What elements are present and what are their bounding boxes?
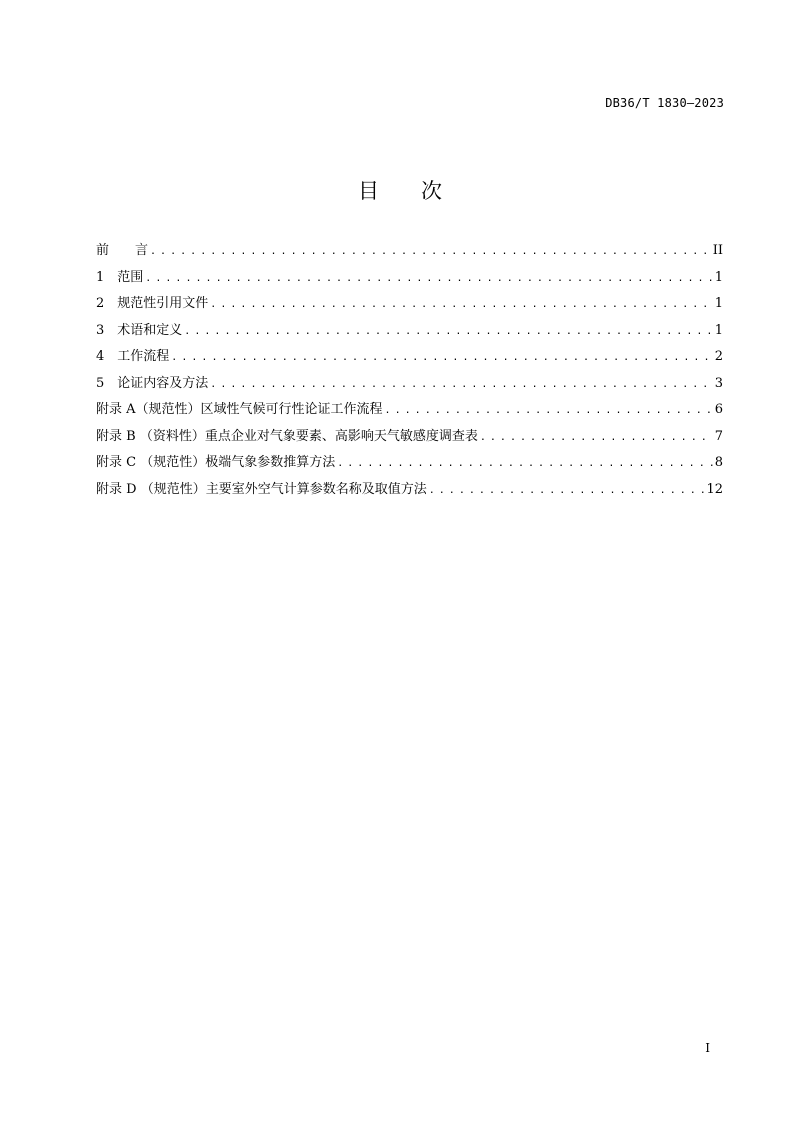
toc-entry-label: 5 论证内容及方法 — [96, 375, 209, 391]
toc-entry-page: 2 — [714, 349, 723, 364]
toc-entry-label: 附录 A（规范性）区域性气候可行性论证工作流程 — [96, 402, 383, 417]
toc-leader-dots — [337, 458, 713, 469]
toc-leader-dots — [385, 405, 713, 416]
toc-entry-label: 附录 B （资料性）重点企业对气象要素、高影响天气敏感度调查表 — [96, 428, 478, 444]
toc-entry-page: 8 — [714, 455, 723, 470]
toc-title — [0, 175, 800, 205]
toc-entry-scope[interactable] — [96, 266, 723, 293]
toc-entry-page: 12 — [706, 481, 723, 497]
toc-entry-page: 6 — [714, 402, 723, 417]
toc-leader-dots — [210, 379, 712, 390]
page-number: I — [705, 1041, 710, 1055]
toc-leader-dots — [429, 485, 705, 496]
toc-entry-label: 3 术语和定义 — [96, 322, 183, 338]
toc-entry-page: 1 — [714, 296, 723, 311]
toc-entry-label: 1 范围 — [96, 269, 144, 285]
toc-entry-page: 1 — [714, 269, 723, 285]
toc-entry-label: 2 规范性引用文件 — [96, 296, 209, 311]
document-code: DB36/T 1830—2023 — [605, 96, 724, 110]
toc-entry-terms[interactable] — [96, 319, 723, 346]
toc-entry-appendix-c[interactable] — [96, 451, 723, 478]
toc-leader-dots — [145, 273, 712, 284]
toc-entry-page: II — [712, 243, 723, 258]
toc-entry-label: 附录 C （规范性）极端气象参数推算方法 — [96, 455, 336, 470]
toc-leader-dots — [480, 432, 713, 443]
toc-entry-content-methods[interactable] — [96, 372, 723, 399]
toc-leader-dots — [171, 352, 712, 363]
toc-entry-label: 4 工作流程 — [96, 349, 170, 364]
table-of-contents — [96, 239, 723, 504]
toc-entry-foreword[interactable] — [96, 239, 723, 266]
toc-entry-appendix-a[interactable] — [96, 398, 723, 425]
toc-title-part1: 目 — [358, 179, 379, 203]
toc-entry-normative-references[interactable] — [96, 292, 723, 319]
toc-entry-label: 附录 D （规范性）主要室外空气计算参数名称及取值方法 — [96, 481, 427, 497]
toc-title-part2: 次 — [421, 179, 442, 203]
toc-leader-dots — [184, 326, 712, 337]
toc-entry-label: 前 言 — [96, 243, 149, 258]
toc-entry-workflow[interactable] — [96, 345, 723, 372]
toc-entry-page: 1 — [714, 322, 723, 338]
toc-entry-page: 7 — [714, 428, 723, 444]
toc-leader-dots — [210, 299, 712, 310]
toc-leader-dots — [150, 246, 711, 257]
toc-entry-page: 3 — [714, 375, 723, 391]
toc-entry-appendix-d[interactable] — [96, 478, 723, 505]
toc-entry-appendix-b[interactable] — [96, 425, 723, 452]
